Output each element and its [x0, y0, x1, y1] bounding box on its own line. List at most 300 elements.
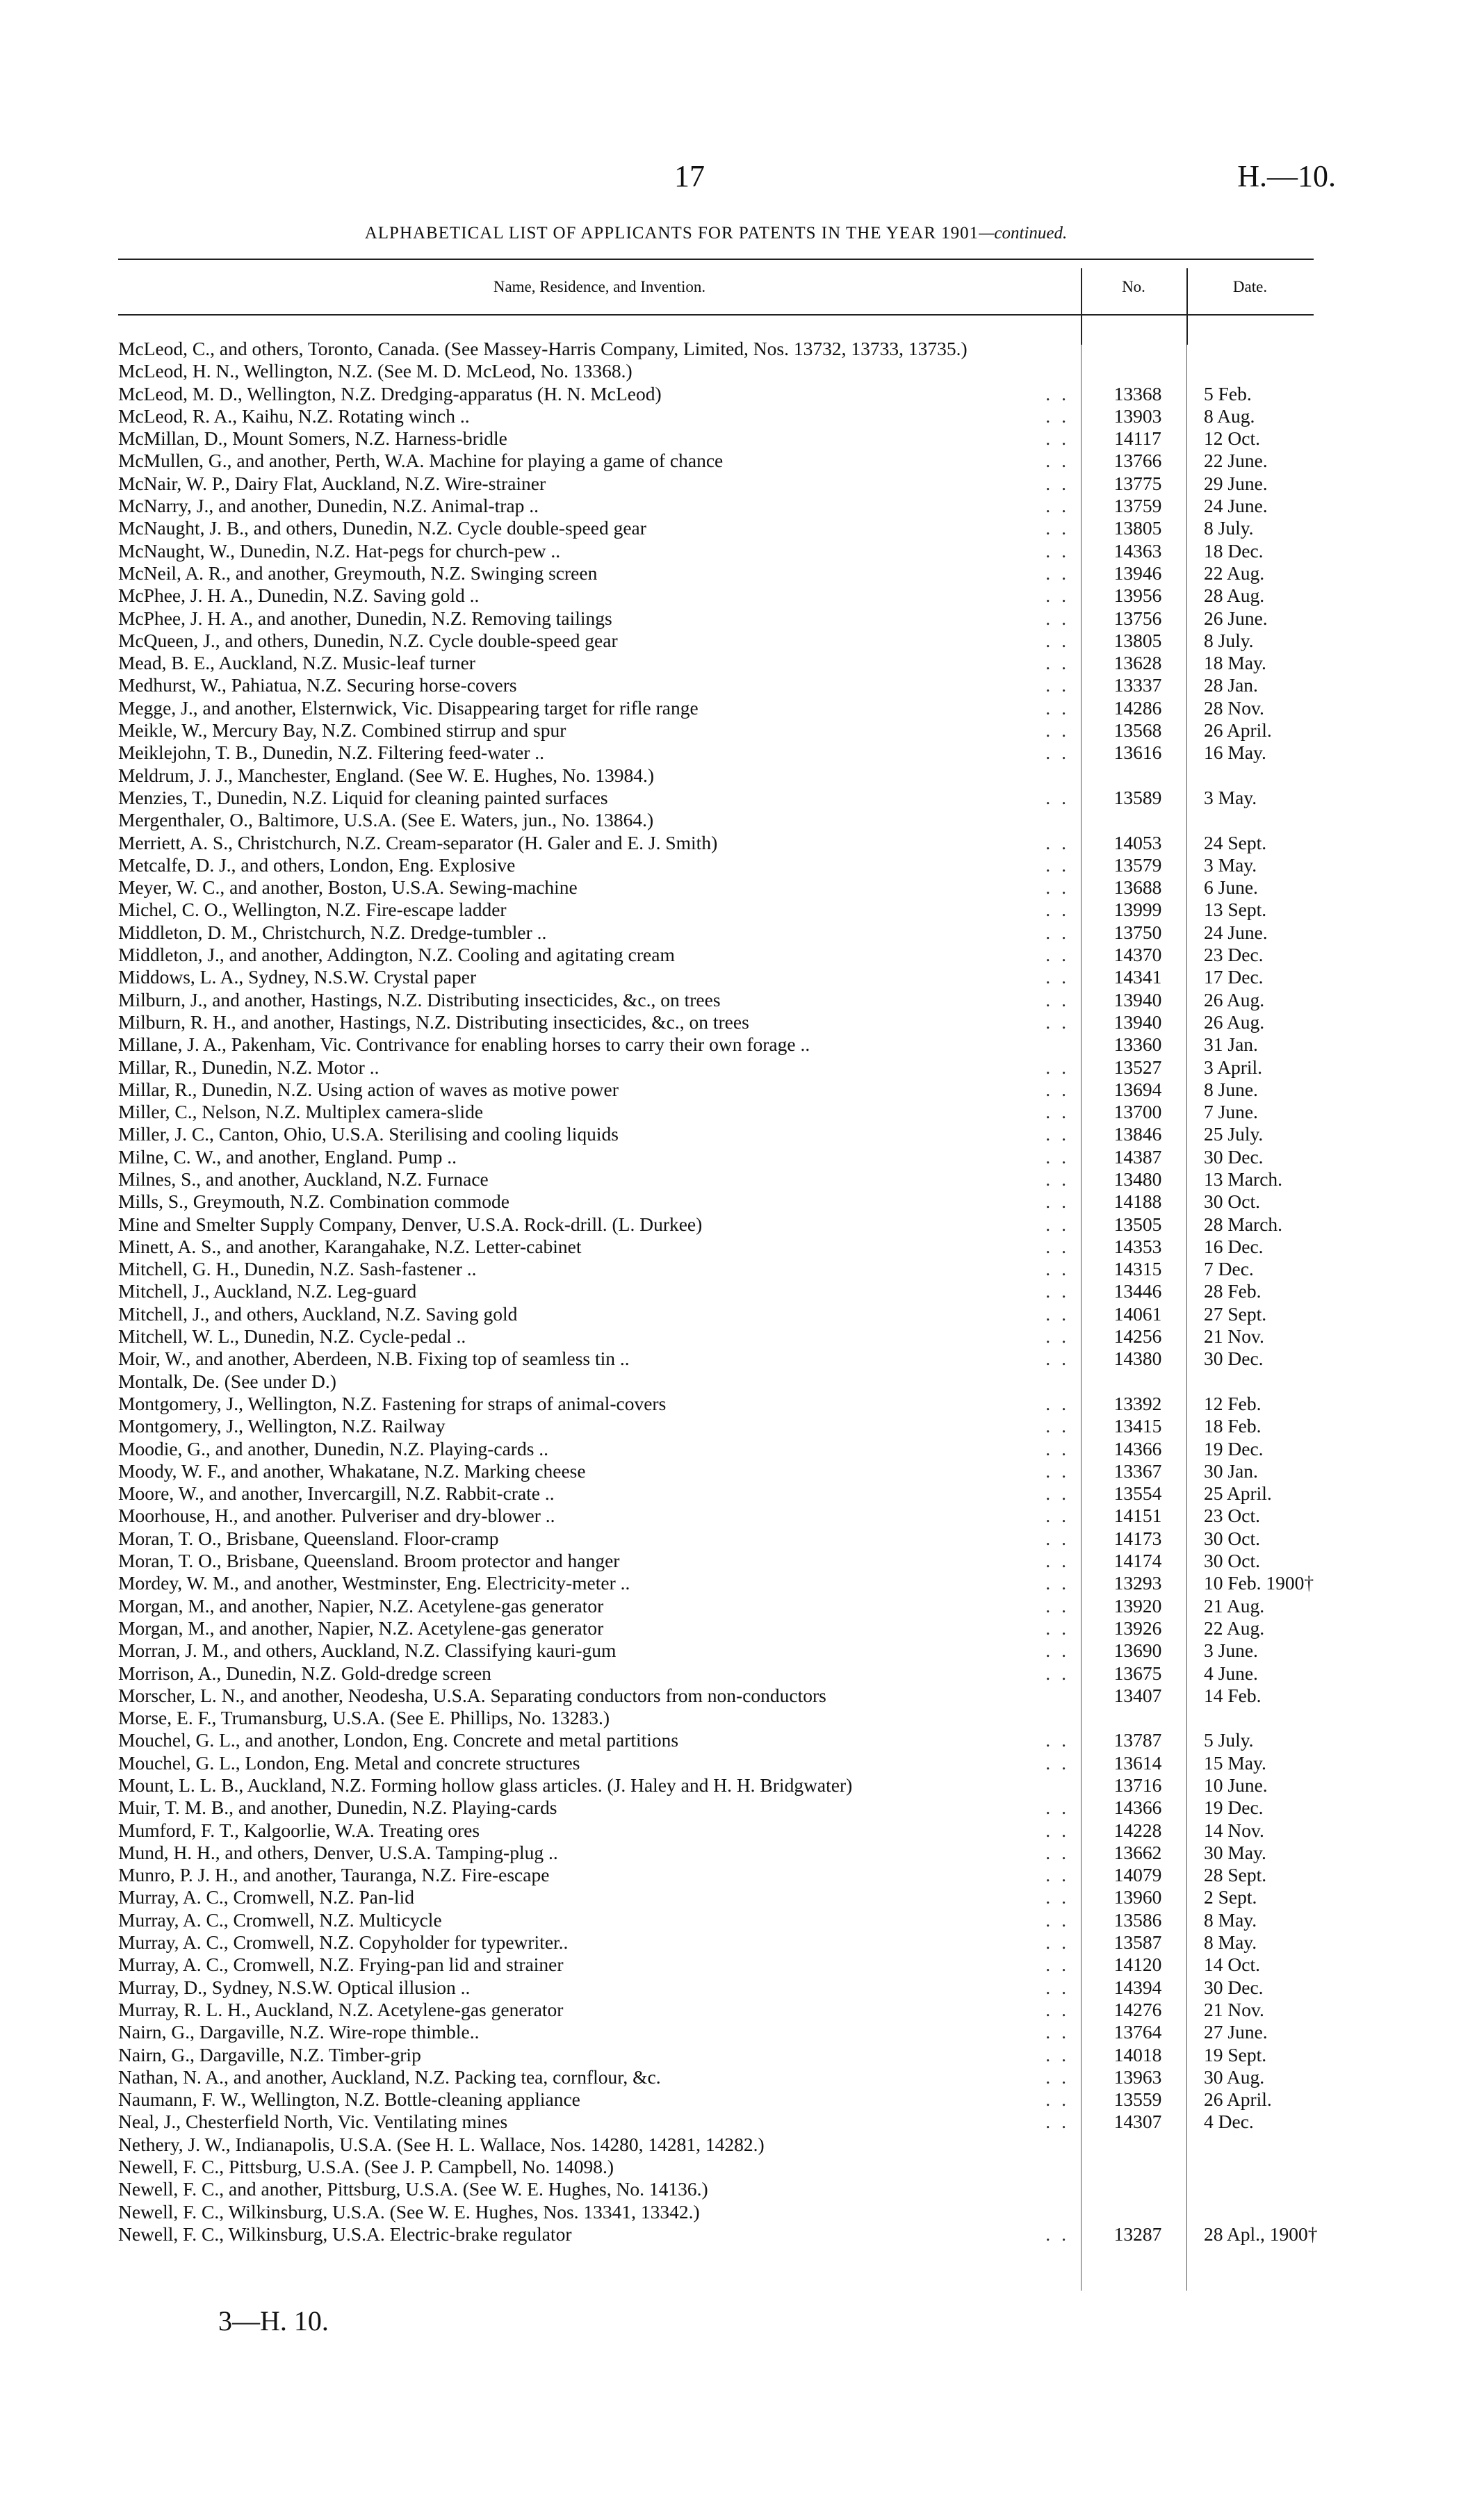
patent-date: 30 Oct.	[1204, 1191, 1260, 1213]
table-row	[118, 1033, 1314, 1056]
patent-date: 30 Jan.	[1204, 1459, 1258, 1482]
patent-date: 22 Aug.	[1204, 562, 1265, 584]
leader-dots: ..	[1045, 2043, 1077, 2065]
table-row	[118, 1303, 1314, 1325]
patent-date: 18 May.	[1204, 652, 1266, 674]
title-text: ALPHABETICAL LIST OF APPLICANTS FOR PATENTS IN THE YEAR 1901	[364, 224, 979, 243]
patent-date: 25 April.	[1204, 1482, 1272, 1505]
leader-dots: ..	[1045, 1302, 1077, 1325]
patent-number: 13694	[1113, 1078, 1162, 1100]
table-row	[118, 1393, 1314, 1415]
table-row	[118, 607, 1314, 630]
applicant-entry: Moran, T. O., Brisbane, Queensland. Floor-cramp	[118, 1527, 499, 1549]
patent-date: 26 June.	[1204, 607, 1268, 629]
applicant-entry: Murray, R. L. H., Auckland, N.Z. Acetylene-gas generator	[118, 1998, 564, 2020]
leader-dots: ..	[1045, 584, 1077, 607]
table-row	[118, 1842, 1314, 1864]
table-row	[118, 1662, 1314, 1685]
patent-date: 2 Sept.	[1204, 1886, 1257, 1908]
leader-dots: ..	[1045, 1550, 1077, 1572]
patent-number: 13559	[1113, 2088, 1162, 2111]
patent-number: 14256	[1113, 1325, 1162, 1348]
leader-dots: ..	[1045, 1280, 1077, 1302]
table-row	[118, 2066, 1314, 2088]
applicant-entry: Miller, C., Nelson, N.Z. Multiplex camera-slide	[118, 1101, 484, 1123]
table-row	[118, 2223, 1318, 2245]
table-row	[118, 1146, 1314, 1168]
column-header-no: No.	[1122, 278, 1145, 295]
table-row	[118, 630, 1314, 652]
leader-dots: ..	[1045, 562, 1077, 584]
leader-dots: ..	[1045, 450, 1077, 472]
table-row	[118, 1774, 1314, 1797]
applicant-entry: Moorhouse, H., and another. Pulveriser and dry-blower ..	[118, 1505, 555, 1527]
patent-date: 30 Oct.	[1204, 1527, 1260, 1549]
leader-dots: ..	[1045, 517, 1077, 539]
table-row	[118, 1438, 1314, 1460]
patent-date: 30 Dec.	[1204, 1976, 1264, 1998]
table-top-rule	[118, 259, 1314, 260]
applicant-entry: Morgan, M., and another, Napier, N.Z. Acetylene-gas generator	[118, 1594, 604, 1617]
patent-date: 4 June.	[1204, 1662, 1258, 1684]
patent-date: 21 Nov.	[1204, 1998, 1264, 2020]
table-row	[118, 832, 1314, 854]
leader-dots: ..	[1045, 1437, 1077, 1459]
table-row	[118, 854, 1314, 876]
patent-number: 13926	[1113, 1617, 1162, 1639]
patent-date: 28 Feb.	[1204, 1280, 1262, 1302]
applicant-entry: Moran, T. O., Brisbane, Queensland. Broom protector and hanger	[118, 1550, 620, 1572]
patent-number: 14188	[1113, 1191, 1162, 1213]
applicant-entry: Mouchel, G. L., and another, London, Eng. Concrete and metal partitions	[118, 1729, 679, 1751]
leader-dots: ..	[1045, 1392, 1077, 1414]
patent-number: 13775	[1113, 472, 1162, 494]
patent-date: 30 Dec.	[1204, 1348, 1264, 1370]
applicant-entry: Montgomery, J., Wellington, N.Z. Fastening for straps of animal-covers	[118, 1392, 667, 1414]
table-row	[118, 1236, 1314, 1258]
patent-date: 16 May.	[1204, 742, 1266, 764]
applicant-entry: Millane, J. A., Pakenham, Vic. Contrivance for enabling horses to carry their own forage ..	[118, 1033, 810, 1056]
applicant-entry: Murray, A. C., Cromwell, N.Z. Pan-lid	[118, 1886, 414, 1908]
table-row	[118, 1371, 1314, 1393]
table-row	[118, 1819, 1314, 1842]
applicant-entry: Morran, J. M., and others, Auckland, N.Z. Classifying kauri-gum	[118, 1639, 617, 1662]
page-header	[0, 158, 1461, 200]
applicant-entry: Megge, J., and another, Elsternwick, Vic. Disappearing target for rifle range	[118, 696, 699, 719]
applicant-entry: Murray, A. C., Cromwell, N.Z. Multicycle	[118, 1908, 442, 1931]
patent-date: 30 Oct.	[1204, 1550, 1260, 1572]
applicant-entry: Mund, H. H., and others, Denver, U.S.A. Tamping-plug ..	[118, 1841, 558, 1863]
table-row	[118, 876, 1314, 899]
applicant-entry: Medhurst, W., Pahiatua, N.Z. Securing horse-covers	[118, 674, 517, 696]
table-row	[118, 1797, 1314, 1819]
applicant-entry: Middows, L. A., Sydney, N.S.W. Crystal paper	[118, 966, 477, 988]
applicant-entry: Neal, J., Chesterfield North, Vic. Ventilating mines	[118, 2111, 508, 2133]
patent-date: 10 Feb. 1900†	[1204, 1572, 1314, 1594]
patent-number: 13586	[1113, 1908, 1162, 1931]
patent-date: 18 Dec.	[1204, 539, 1264, 562]
patent-date: 13 Sept.	[1204, 899, 1267, 921]
leader-dots: ..	[1045, 876, 1077, 899]
patent-date: 28 Nov.	[1204, 696, 1264, 719]
patent-number: 13589	[1113, 786, 1162, 808]
patent-number: 14079	[1113, 1864, 1162, 1886]
leader-dots: ..	[1045, 2065, 1077, 2088]
patent-date: 26 Aug.	[1204, 988, 1265, 1011]
applicant-entry: Morse, E. F., Trumansburg, U.S.A. (See E. Phillips, No. 13283.)	[118, 1707, 610, 1729]
patent-date: 12 Feb.	[1204, 1392, 1262, 1414]
leader-dots: ..	[1045, 831, 1077, 853]
patent-date: 8 July.	[1204, 517, 1254, 539]
applicant-entry: Milburn, J., and another, Hastings, N.Z. Distributing insecticides, &c., on trees	[118, 988, 721, 1011]
leader-dots: ..	[1045, 2021, 1077, 2043]
table-row	[118, 944, 1314, 966]
patent-number: 14018	[1113, 2043, 1162, 2065]
leader-dots: ..	[1045, 1864, 1077, 1886]
leader-dots: ..	[1045, 539, 1077, 562]
patent-date: 31 Jan.	[1204, 1033, 1258, 1056]
applicant-entry: Munro, P. J. H., and another, Tauranga, N.Z. Fire-escape	[118, 1864, 550, 1886]
leader-dots: ..	[1045, 1594, 1077, 1617]
patent-date: 12 Oct.	[1204, 427, 1260, 450]
table-row	[118, 809, 1314, 831]
patent-number: 14307	[1113, 2111, 1162, 2133]
leader-dots: ..	[1045, 1145, 1077, 1168]
table-row	[118, 1550, 1314, 1572]
table-row	[118, 473, 1314, 495]
table-row	[118, 1954, 1314, 1976]
table-row	[118, 1977, 1314, 1999]
patent-date: 27 Sept.	[1204, 1302, 1267, 1325]
applicant-entry: McNaught, J. B., and others, Dunedin, N.Z. Cycle double-speed gear	[118, 517, 646, 539]
table-row	[118, 2178, 1314, 2200]
patent-number: 13287	[1113, 2223, 1162, 2245]
patent-date: 21 Aug.	[1204, 1594, 1265, 1617]
patent-number: 13367	[1113, 1459, 1162, 1482]
patent-date: 4 Dec.	[1204, 2111, 1254, 2133]
table-row	[118, 2201, 1314, 2223]
leader-dots: ..	[1045, 1572, 1077, 1594]
applicant-entry: Miller, J. C., Canton, Ohio, U.S.A. Sterilising and cooling liquids	[118, 1123, 619, 1145]
patent-number: 13940	[1113, 1011, 1162, 1033]
applicant-entry: Mitchell, G. H., Dunedin, N.Z. Sash-fastener ..	[118, 1258, 477, 1280]
table-row	[118, 1213, 1314, 1236]
patent-number: 13407	[1113, 1684, 1162, 1706]
applicant-entry: McLeod, C., and others, Toronto, Canada. (See Massey-Harris Company, Limited, Nos. 13732, 13733, 13735.)	[118, 338, 968, 359]
patent-number: 13587	[1113, 1931, 1162, 1954]
applicant-list	[118, 338, 1318, 2245]
patent-date: 19 Sept.	[1204, 2043, 1267, 2065]
applicant-entry: Moir, W., and another, Aberdeen, N.B. Fixing top of seamless tin ..	[118, 1348, 630, 1370]
applicant-entry: Nairn, G., Dargaville, N.Z. Timber-grip	[118, 2043, 421, 2065]
leader-dots: ..	[1045, 1056, 1077, 1078]
applicant-entry: Meldrum, J. J., Manchester, England. (See W. E. Hughes, No. 13984.)	[118, 764, 655, 786]
patent-date: 22 June.	[1204, 450, 1268, 472]
table-row	[118, 2088, 1314, 2111]
applicant-entry: Merriett, A. S., Christchurch, N.Z. Cream-separator (H. Galer and E. J. Smith)	[118, 831, 718, 853]
patent-number: 13690	[1113, 1639, 1162, 1662]
leader-dots: ..	[1045, 853, 1077, 876]
patent-number: 13920	[1113, 1594, 1162, 1617]
patent-number: 14341	[1113, 966, 1162, 988]
applicant-entry: Murray, D., Sydney, N.S.W. Optical illusion ..	[118, 1976, 471, 1998]
table-row	[118, 1258, 1314, 1280]
patent-date: 28 Aug.	[1204, 584, 1265, 607]
table-row	[118, 1886, 1314, 1908]
patent-number: 13999	[1113, 899, 1162, 921]
patent-date: 23 Dec.	[1204, 944, 1264, 966]
table-row	[118, 674, 1314, 696]
patent-number: 14370	[1113, 944, 1162, 966]
patent-date: 5 Feb.	[1204, 382, 1252, 404]
table-row	[118, 2021, 1314, 2043]
table-row	[118, 1079, 1314, 1101]
applicant-entry: Mead, B. E., Auckland, N.Z. Music-leaf turner	[118, 652, 475, 674]
table-row	[118, 1280, 1314, 1302]
patent-number: 13480	[1113, 1168, 1162, 1190]
applicant-entry: Mitchell, J., Auckland, N.Z. Leg-guard	[118, 1280, 417, 1302]
leader-dots: ..	[1045, 629, 1077, 651]
table-row	[118, 1707, 1314, 1729]
patent-number: 13846	[1113, 1123, 1162, 1145]
applicant-entry: Nethery, J. W., Indianapolis, U.S.A. (See H. L. Wallace, Nos. 14280, 14281, 14282.)	[118, 2133, 765, 2155]
patent-date: 28 Jan.	[1204, 674, 1258, 696]
patent-number: 13392	[1113, 1392, 1162, 1414]
applicant-entry: Meyer, W. C., and another, Boston, U.S.A. Sewing-machine	[118, 876, 578, 899]
table-row	[118, 1685, 1314, 1707]
leader-dots: ..	[1045, 1662, 1077, 1684]
leader-dots: ..	[1045, 1078, 1077, 1100]
table-row	[118, 495, 1314, 517]
patent-number: 13675	[1113, 1662, 1162, 1684]
leader-dots: ..	[1045, 1639, 1077, 1662]
table-row	[118, 360, 1314, 382]
patent-number: 14173	[1113, 1527, 1162, 1549]
leader-dots: ..	[1045, 696, 1077, 719]
applicant-entry: McLeod, H. N., Wellington, N.Z. (See M. D. McLeod, No. 13368.)	[118, 360, 632, 382]
applicant-entry: Minett, A. S., and another, Karangahake, N.Z. Letter-cabinet	[118, 1235, 582, 1257]
table-row	[118, 2134, 1314, 2156]
patent-date: 18 Feb.	[1204, 1415, 1262, 1437]
patent-number: 14315	[1113, 1258, 1162, 1280]
patent-number: 14366	[1113, 1437, 1162, 1459]
patent-date: 3 May.	[1204, 786, 1257, 808]
patent-number: 13360	[1113, 1033, 1162, 1056]
patent-number: 14228	[1113, 1819, 1162, 1841]
table-row	[118, 2044, 1314, 2066]
patent-date: 8 May.	[1204, 1931, 1257, 1954]
patent-number: 13903	[1113, 404, 1162, 427]
patent-number: 13628	[1113, 652, 1162, 674]
applicant-entry: Moody, W. F., and another, Whakatane, N.Z. Marking cheese	[118, 1459, 586, 1482]
applicant-entry: Michel, C. O., Wellington, N.Z. Fire-escape ladder	[118, 899, 507, 921]
table-row	[118, 1572, 1314, 1594]
patent-number: 13662	[1113, 1841, 1162, 1863]
column-header-name: Name, Residence, and Invention.	[493, 278, 706, 295]
patent-date: 26 Aug.	[1204, 1011, 1265, 1033]
applicant-entry: Montgomery, J., Wellington, N.Z. Railway	[118, 1415, 446, 1437]
patent-date: 24 Sept.	[1204, 831, 1267, 853]
table-row	[118, 2111, 1314, 2133]
table-row	[118, 989, 1314, 1011]
patent-number: 13759	[1113, 495, 1162, 517]
patent-number: 13337	[1113, 674, 1162, 696]
applicant-entry: Murray, A. C., Cromwell, N.Z. Frying-pan lid and strainer	[118, 1954, 564, 1976]
table-row	[118, 1528, 1314, 1550]
table-row	[118, 1909, 1314, 1931]
applicant-entry: Newell, F. C., Wilkinsburg, U.S.A. Electric-brake regulator	[118, 2223, 572, 2245]
leader-dots: ..	[1045, 472, 1077, 494]
patent-number: 14061	[1113, 1302, 1162, 1325]
table-row	[118, 1011, 1314, 1033]
patent-number: 14286	[1113, 696, 1162, 719]
patent-number: 13940	[1113, 988, 1162, 1011]
applicant-entry: Moodie, G., and another, Dunedin, N.Z. Playing-cards ..	[118, 1437, 549, 1459]
patent-number: 13579	[1113, 853, 1162, 876]
patent-number: 13805	[1113, 517, 1162, 539]
applicant-entry: Newell, F. C., and another, Pittsburg, U.S.A. (See W. E. Hughes, No. 14136.)	[118, 2178, 708, 2200]
table-row	[118, 1482, 1314, 1505]
leader-dots: ..	[1045, 1797, 1077, 1819]
patent-date: 24 June.	[1204, 921, 1268, 943]
patent-number: 14353	[1113, 1235, 1162, 1257]
table-row	[118, 1864, 1314, 1886]
leader-dots: ..	[1045, 1617, 1077, 1639]
applicant-entry: Naumann, F. W., Wellington, N.Z. Bottle-cleaning appliance	[118, 2088, 580, 2111]
table-row	[118, 1617, 1314, 1639]
leader-dots: ..	[1045, 1886, 1077, 1908]
patent-date: 7 Dec.	[1204, 1258, 1254, 1280]
patent-number: 13415	[1113, 1415, 1162, 1437]
table-row	[118, 562, 1314, 584]
patent-date: 21 Nov.	[1204, 1325, 1264, 1348]
applicant-entry: Montalk, De. (See under D.)	[118, 1370, 336, 1392]
leader-dots: ..	[1045, 1191, 1077, 1213]
patent-date: 8 June.	[1204, 1078, 1258, 1100]
patent-date: 16 Dec.	[1204, 1235, 1264, 1257]
leader-dots: ..	[1045, 427, 1077, 450]
patent-number: 13616	[1113, 742, 1162, 764]
applicant-entry: Mills, S., Greymouth, N.Z. Combination commode	[118, 1191, 509, 1213]
leader-dots: ..	[1045, 404, 1077, 427]
patent-date: 24 June.	[1204, 495, 1268, 517]
patent-date: 30 Aug.	[1204, 2065, 1265, 2088]
patent-date: 19 Dec.	[1204, 1437, 1264, 1459]
leader-dots: ..	[1045, 1505, 1077, 1527]
patent-number: 13956	[1113, 584, 1162, 607]
applicant-entry: McQueen, J., and others, Dunedin, N.Z. Cycle double-speed gear	[118, 629, 618, 651]
patent-number: 14380	[1113, 1348, 1162, 1370]
leader-dots: ..	[1045, 899, 1077, 921]
patent-number: 13805	[1113, 629, 1162, 651]
table-row	[118, 450, 1314, 472]
applicant-entry: McNair, W. P., Dairy Flat, Auckland, N.Z. Wire-strainer	[118, 472, 546, 494]
applicant-entry: Meikle, W., Mercury Bay, N.Z. Combined stirrup and spur	[118, 719, 566, 742]
leader-dots: ..	[1045, 1976, 1077, 1998]
applicant-entry: Nathan, N. A., and another, Auckland, N.Z. Packing tea, cornflour, &c.	[118, 2065, 661, 2088]
patent-date: 27 June.	[1204, 2021, 1268, 2043]
table-row	[118, 742, 1314, 764]
leader-dots: ..	[1045, 1348, 1077, 1370]
patent-date: 19 Dec.	[1204, 1797, 1264, 1819]
applicant-entry: McNeil, A. R., and another, Greymouth, N.Z. Swinging screen	[118, 562, 598, 584]
table-row	[118, 922, 1314, 944]
applicant-entry: Meiklejohn, T. B., Dunedin, N.Z. Filtering feed-water ..	[118, 742, 545, 764]
patent-number: 14394	[1113, 1976, 1162, 1998]
leader-dots: ..	[1045, 607, 1077, 629]
applicant-entry: Morgan, M., and another, Napier, N.Z. Acetylene-gas generator	[118, 1617, 604, 1639]
document-reference: H.—10.	[1237, 159, 1336, 193]
patent-date: 3 June.	[1204, 1639, 1258, 1662]
patent-date: 13 March.	[1204, 1168, 1283, 1190]
leader-dots: ..	[1045, 1908, 1077, 1931]
leader-dots: ..	[1045, 966, 1077, 988]
patent-date: 10 June.	[1204, 1774, 1268, 1796]
applicant-entry: Mine and Smelter Supply Company, Denver, U.S.A. Rock-drill. (L. Durkee)	[118, 1213, 703, 1235]
table-row	[118, 427, 1314, 450]
table-row	[118, 1101, 1314, 1123]
patent-number: 13716	[1113, 1774, 1162, 1796]
patent-date: 15 May.	[1204, 1751, 1266, 1774]
leader-dots: ..	[1045, 1841, 1077, 1863]
table-row	[118, 1415, 1314, 1437]
table-row	[118, 1460, 1314, 1482]
table-row	[118, 338, 1314, 360]
table-row	[118, 1325, 1314, 1348]
leader-dots: ..	[1045, 1459, 1077, 1482]
table-row	[118, 1999, 1314, 2021]
leader-dots: ..	[1045, 1235, 1077, 1257]
leader-dots: ..	[1045, 1998, 1077, 2020]
table-row	[118, 517, 1314, 539]
leader-dots: ..	[1045, 1931, 1077, 1954]
table-row	[118, 1729, 1314, 1751]
leader-dots: ..	[1045, 1527, 1077, 1549]
patent-number: 13688	[1113, 876, 1162, 899]
leader-dots: ..	[1045, 921, 1077, 943]
patent-date: 5 July.	[1204, 1729, 1254, 1751]
applicant-entry: Nairn, G., Dargaville, N.Z. Wire-rope thimble..	[118, 2021, 480, 2043]
leader-dots: ..	[1045, 742, 1077, 764]
page-number: 17	[674, 159, 705, 193]
table-row	[118, 1752, 1314, 1774]
patent-number: 13568	[1113, 719, 1162, 742]
applicant-entry: McPhee, J. H. A., Dunedin, N.Z. Saving gold ..	[118, 584, 480, 607]
table-row	[118, 383, 1314, 405]
patent-number: 13614	[1113, 1751, 1162, 1774]
leader-dots: ..	[1045, 2111, 1077, 2133]
table-row	[118, 1168, 1314, 1191]
patent-number: 14276	[1113, 1998, 1162, 2020]
applicant-entry: Newell, F. C., Wilkinsburg, U.S.A. (See W. E. Hughes, Nos. 13341, 13342.)	[118, 2200, 700, 2223]
applicant-entry: Mordey, W. M., and another, Westminster, Eng. Electricity-meter ..	[118, 1572, 630, 1594]
applicant-entry: Milne, C. W., and another, England. Pump ..	[118, 1145, 457, 1168]
patent-number: 13960	[1113, 1886, 1162, 1908]
applicant-entry: McMillan, D., Mount Somers, N.Z. Harness-bridle	[118, 427, 507, 450]
patent-date: 8 July.	[1204, 629, 1254, 651]
patent-date: 25 July.	[1204, 1123, 1264, 1145]
table-row	[118, 1348, 1314, 1370]
table-header-rule	[118, 314, 1314, 316]
leader-dots: ..	[1045, 1954, 1077, 1976]
applicant-entry: Mouchel, G. L., London, Eng. Metal and concrete structures	[118, 1751, 580, 1774]
patent-number: 13766	[1113, 450, 1162, 472]
table-row	[118, 1191, 1314, 1213]
table-row	[118, 899, 1314, 921]
patent-number: 14117	[1114, 427, 1161, 450]
patent-number: 14151	[1113, 1505, 1162, 1527]
patent-date: 8 Aug.	[1204, 404, 1255, 427]
